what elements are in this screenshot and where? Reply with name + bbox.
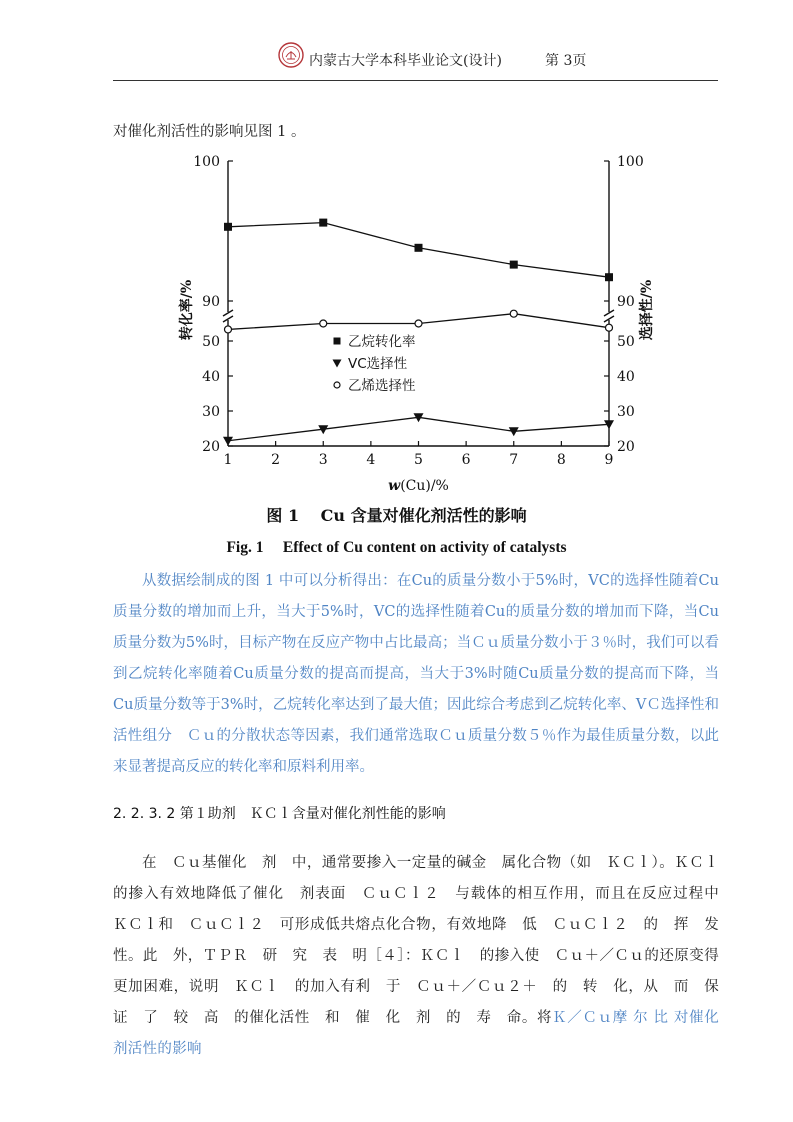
left-y-tick-label: 30 bbox=[202, 404, 220, 420]
right-y-tick-label: 30 bbox=[617, 404, 635, 420]
legend-marker-0 bbox=[334, 338, 341, 345]
kcl-paragraph-text: 在 Ｃｕ基催化 剂 中，通常要掺入一定量的碱金 属化合物（如 ＫＣｌ）。ＫＣｌ的掺入有效地降低了催化 剂表面 ＣｕＣｌ２ 与载体的相互作用，而且在反应过程中 ＫＣｌ和 ＣｕＣｌ２ 可形成低共熔点化合物，有效地降 低 ＣｕＣｌ２ 的 挥 发 性。此 外，ＴＰＲ 研 究 表 明［４］：ＫＣｌ 的掺入使 Ｃｕ＋／Ｃｕ的还原变得更加困难，说明 ＫＣｌ 的加入有利 于 Ｃｕ＋／Ｃｕ２＋ 的 转 化，从 而 保 证 了 较 高 的催化活性 和 催 化 剂 的 寿 命。将 bbox=[113, 855, 734, 1026]
right-y-tick-label: 90 bbox=[617, 294, 635, 310]
x-axis-label: w(Cu)/% bbox=[388, 478, 449, 494]
right-y-axis-label: 选择性/% bbox=[639, 279, 655, 341]
right-y-tick-label: 100 bbox=[617, 154, 644, 170]
x-tick-label: 7 bbox=[509, 452, 519, 468]
x-tick-label: 4 bbox=[366, 452, 376, 468]
legend-marker-2 bbox=[334, 382, 340, 388]
series-2-point bbox=[225, 326, 232, 333]
chart-axes bbox=[223, 161, 614, 446]
x-tick-label: 5 bbox=[414, 452, 423, 468]
left-y-axis-label: 转化率/% bbox=[179, 279, 195, 341]
x-tick-label: 3 bbox=[318, 452, 328, 468]
x-tick-label: 1 bbox=[223, 452, 233, 468]
legend-label-1: VC选择性 bbox=[348, 356, 408, 372]
series-1-point bbox=[223, 437, 233, 446]
left-y-tick-label: 20 bbox=[202, 439, 220, 455]
section-heading: 2. 2. 3. 2 第１助剂 ＫＣｌ含量对催化剂性能的影响 bbox=[113, 806, 446, 822]
series-0-point bbox=[605, 273, 613, 281]
series-1-point bbox=[509, 427, 519, 436]
kcl-paragraph bbox=[113, 848, 734, 1065]
header-page-number: 第 3页 bbox=[545, 53, 587, 69]
series-0-point bbox=[510, 261, 518, 269]
left-y-tick-label: 50 bbox=[202, 334, 220, 350]
series-0-point bbox=[319, 219, 327, 227]
left-y-tick-label: 90 bbox=[202, 294, 220, 310]
figure-caption-en: Fig. 1 Effect of Cu content on activity of catalysts bbox=[226, 539, 567, 556]
legend-marker-1 bbox=[333, 360, 342, 368]
kcl-paragraph-tail: Ｋ／Ｃｕ摩 尔 比 对催化剂活性的影响 bbox=[113, 1010, 719, 1057]
x-tick-label: 9 bbox=[604, 452, 614, 468]
series-2-point bbox=[415, 320, 422, 327]
right-y-tick-label: 40 bbox=[617, 369, 635, 385]
left-y-tick-label: 40 bbox=[202, 369, 220, 385]
intro-line: 对催化剂活性的影响见图 1 。 bbox=[113, 124, 306, 140]
line-chart bbox=[0, 0, 793, 500]
figure-caption-cn: 图 1 Cu 含量对催化剂活性的影响 bbox=[266, 506, 527, 525]
series-2-point bbox=[320, 320, 327, 327]
analysis-paragraph: 从数据绘制成的图 1 中可以分析得出：在Cu的质量分数小于5%时，VC的选择性随着Cu质量分数的增加而上升，当大于5%时，VC的选择性随着Cu的质量分数的增加而下降，当Cu质量分数为5%时，目标产物在反应产物中占比最高；当Ｃｕ质量分数小于３％时，我们可以看到乙烷转化率随着Cu质量分数的提高而提高，当大于3%时随Cu质量分数的提高而下降，当Cu质量分数等于3%时，乙烷转化率达到了最大值；因此综合考虑到乙烷转化率、VＣ选择性和活性组分 Ｃｕ的分散状态等因素，我们通常选取Ｃｕ质量分数５％作为最佳质量分数，以此来显著提高反应的转化率和原料利用率。 bbox=[113, 573, 719, 775]
legend-label-0: 乙烷转化率 bbox=[348, 334, 416, 350]
series-0-point bbox=[224, 223, 232, 231]
legend-label-2: 乙烯选择性 bbox=[348, 378, 416, 394]
series-2-point bbox=[606, 324, 613, 331]
x-tick-label: 2 bbox=[271, 452, 281, 468]
chart-marks bbox=[223, 219, 614, 446]
header-title: 内蒙古大学本科毕业论文(设计) bbox=[309, 53, 502, 69]
x-tick-label: 6 bbox=[461, 452, 471, 468]
right-y-tick-label: 50 bbox=[617, 334, 635, 350]
left-y-tick-label: 100 bbox=[193, 154, 220, 170]
right-y-tick-label: 20 bbox=[617, 439, 635, 455]
x-tick-label: 8 bbox=[556, 452, 566, 468]
series-2-point bbox=[510, 310, 517, 317]
series-0-point bbox=[415, 244, 423, 252]
